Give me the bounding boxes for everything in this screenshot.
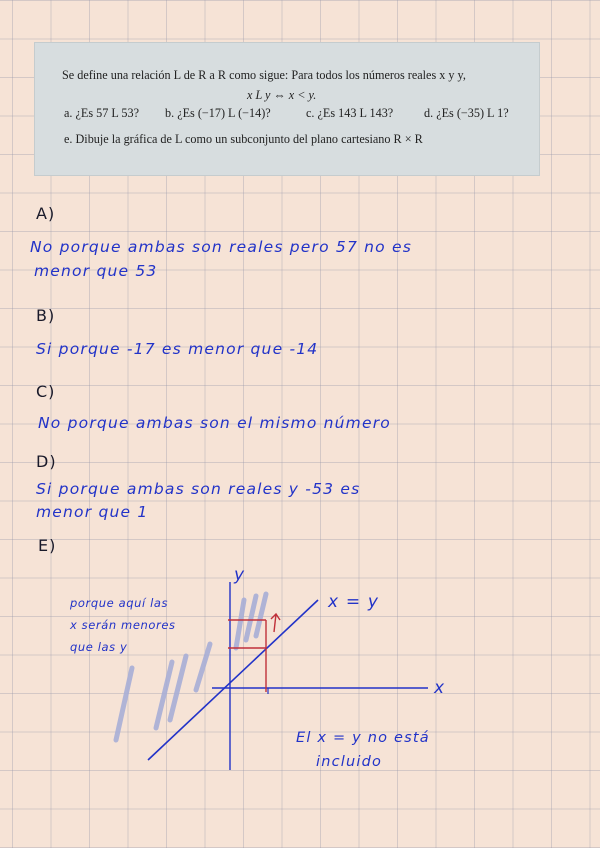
problem-part-d: d. ¿Es (−35) L 1? [424, 106, 509, 120]
answer-a-line-2: menor que 53 [34, 262, 158, 280]
problem-part-e: e. Dibuje la gráfica de L como un subconjunto del plano cartesiano R × R [64, 132, 423, 146]
answer-d-line-2: menor que 1 [36, 503, 149, 521]
answer-d-label: D) [36, 452, 57, 471]
graph-note-2-line-1: El x = y no está [296, 730, 430, 746]
answer-c-label: C) [36, 382, 56, 401]
problem-line-2: x L y ⇔ x < y. [247, 88, 317, 102]
graph-y-label: y [234, 565, 246, 585]
answer-b-label: B) [36, 306, 56, 325]
answer-e-label: E) [38, 536, 57, 555]
example-marks [228, 614, 280, 692]
shade-stroke [116, 668, 132, 740]
problem-part-b: b. ¿Es (−17) L (−14)? [165, 106, 271, 120]
problem-line-1: Se define una relación L de R a R como sigue: Para todos los números reales x y y, [62, 68, 466, 82]
shade-stroke [236, 600, 244, 648]
red-arrow-icon [271, 614, 280, 632]
graph-note-2-line-2: incluido [316, 754, 383, 770]
answer-a-line-1: No porque ambas son reales pero 57 no es [30, 238, 412, 256]
problem-part-c: c. ¿Es 143 L 143? [306, 106, 394, 120]
answer-a-label: A) [36, 204, 56, 223]
graph-note-1-line-2: x serán menores [70, 618, 176, 632]
answer-d-line-1: Si porque ambas son reales y -53 es [36, 480, 361, 498]
graph-line-label: x = y [328, 592, 380, 612]
answer-c-line-1: No porque ambas son el mismo número [38, 414, 391, 432]
shaded-region [116, 594, 266, 740]
graph-note-1-line-3: que las y [70, 640, 128, 654]
graph-note-1-line-1: porque aquí las [70, 596, 169, 610]
shade-stroke [196, 644, 210, 690]
graph-x-label: x [434, 678, 446, 698]
answer-b-line-1: Si porque -17 es menor que -14 [36, 340, 319, 358]
problem-part-a: a. ¿Es 57 L 53? [64, 106, 140, 120]
